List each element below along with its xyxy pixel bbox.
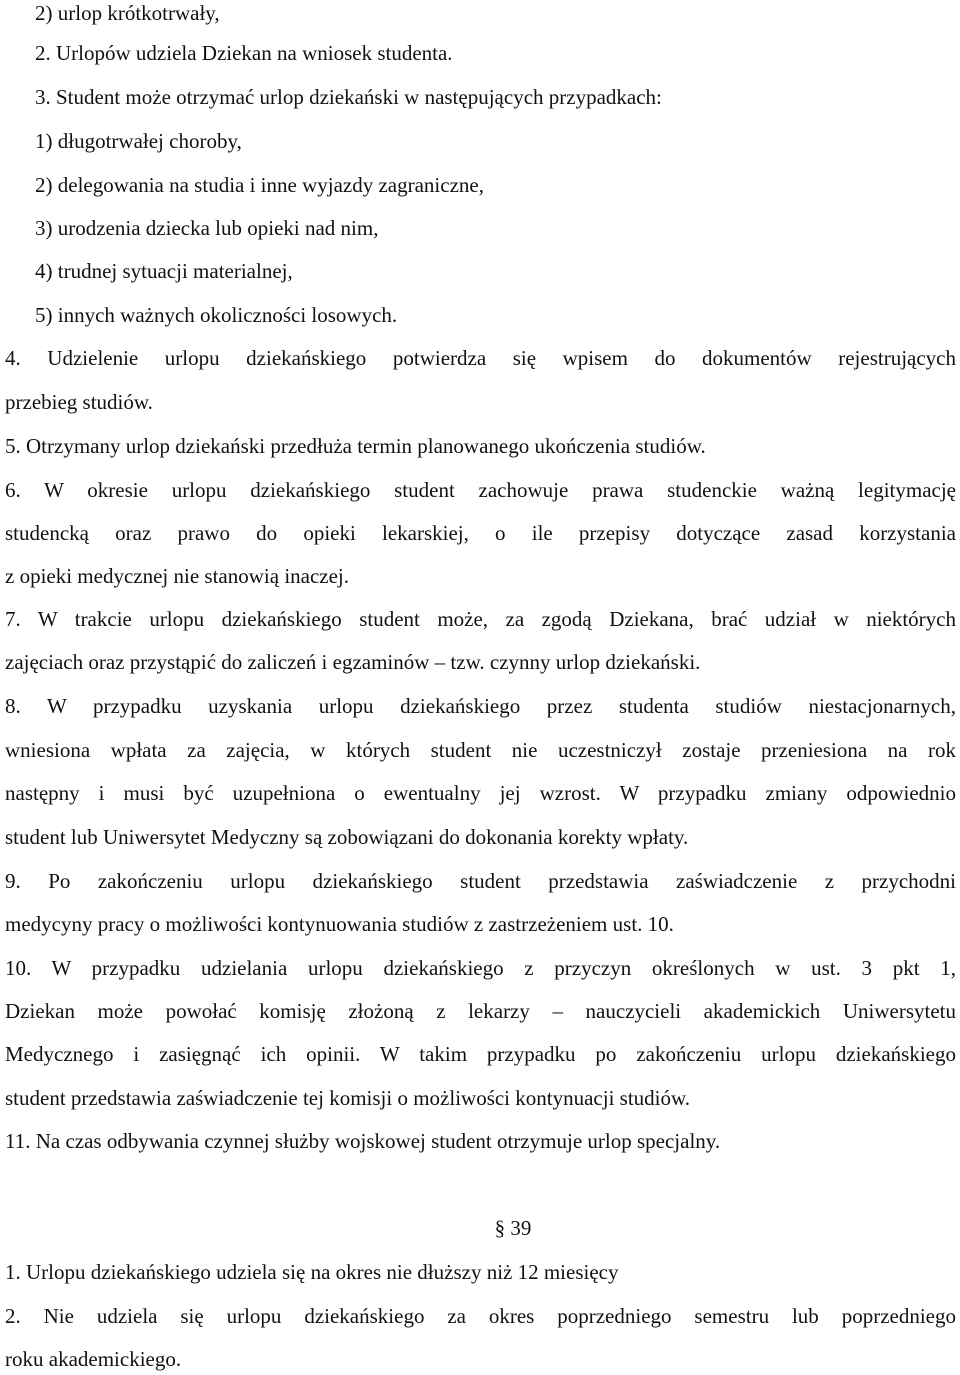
text-line: 3) urodzenia dziecka lub opieki nad nim,: [35, 216, 379, 240]
text-line: 7. W trakcie urlopu dziekańskiego student może, za zgodą Dziekana, brać udział w niektórych: [5, 607, 956, 631]
text-line: student przedstawia zaświadczenie tej komisji o możliwości kontynuacji studiów.: [5, 1086, 691, 1110]
text-line: 10. W przypadku udzielania urlopu dziekańskiego z przyczyn określonych w ust. 3 pkt 1,: [5, 956, 956, 980]
text-line: następny i musi być uzupełniona o ewentualny jej wzrost. W przypadku zmiany odpowiednio: [5, 781, 956, 805]
text-line: roku akademickiego.: [5, 1347, 182, 1371]
text-line: przebieg studiów.: [5, 390, 153, 414]
text-line: 4. Udzielenie urlopu dziekańskiego potwierdza się wpisem do dokumentów rejestrujących: [5, 346, 956, 370]
text-line: 9. Po zakończeniu urlopu dziekańskiego student przedstawia zaświadczenie z przychodni: [5, 869, 956, 893]
text-line: 2. Nie udziela się urlopu dziekańskiego za okres poprzedniego semestru lub poprzedniego: [5, 1304, 956, 1328]
text-line: 11. Na czas odbywania czynnej służby wojskowej student otrzymuje urlop specjalny.: [5, 1129, 721, 1153]
text-line: 1) długotrwałej choroby,: [35, 129, 242, 153]
text-line: 2. Urlopów udziela Dziekan na wniosek studenta.: [35, 41, 453, 65]
text-line: z opieki medycznej nie stanowią inaczej.: [5, 564, 350, 588]
text-line: zajęciach oraz przystąpić do zaliczeń i egzaminów – tzw. czynny urlop dziekański.: [5, 650, 701, 674]
text-line: 5. Otrzymany urlop dziekański przedłuża termin planowanego ukończenia studiów.: [5, 434, 706, 458]
text-line: 8. W przypadku uzyskania urlopu dziekańskiego przez studenta studiów niestacjonarnych,: [5, 694, 956, 718]
text-line: student lub Uniwersytet Medyczny są zobowiązani do dokonania korekty wpłaty.: [5, 825, 689, 849]
text-line: 2) urlop krótkotrwały,: [35, 1, 220, 25]
text-line: 1. Urlopu dziekańskiego udziela się na okres nie dłuższy niż 12 miesięcy: [5, 1260, 619, 1284]
text-line: 6. W okresie urlopu dziekańskiego student zachowuje prawa studenckie ważną legitymację: [5, 478, 956, 502]
text-line: wniesiona wpłata za zajęcia, w których student nie uczestniczył zostaje przeniesiona na rok: [5, 738, 956, 762]
text-line: medycyny pracy o możliwości kontynuowania studiów z zastrzeżeniem ust. 10.: [5, 912, 674, 936]
text-line: 3. Student może otrzymać urlop dziekański w następujących przypadkach:: [35, 85, 662, 109]
text-line: Medycznego i zasięgnąć ich opinii. W takim przypadku po zakończeniu urlopu dziekańskiego: [5, 1042, 956, 1066]
text-line: 5) innych ważnych okoliczności losowych.: [35, 303, 398, 327]
text-line: 4) trudnej sytuacji materialnej,: [35, 259, 293, 283]
section-number: § 39: [494, 1216, 532, 1240]
text-line: 2) delegowania na studia i inne wyjazdy zagraniczne,: [35, 173, 484, 197]
text-line: studencką oraz prawo do opieki lekarskiej, o ile przepisy dotyczące zasad korzystania: [5, 521, 956, 545]
text-line: Dziekan może powołać komisję złożoną z lekarzy – nauczycieli akademickich Uniwersytetu: [5, 999, 956, 1023]
